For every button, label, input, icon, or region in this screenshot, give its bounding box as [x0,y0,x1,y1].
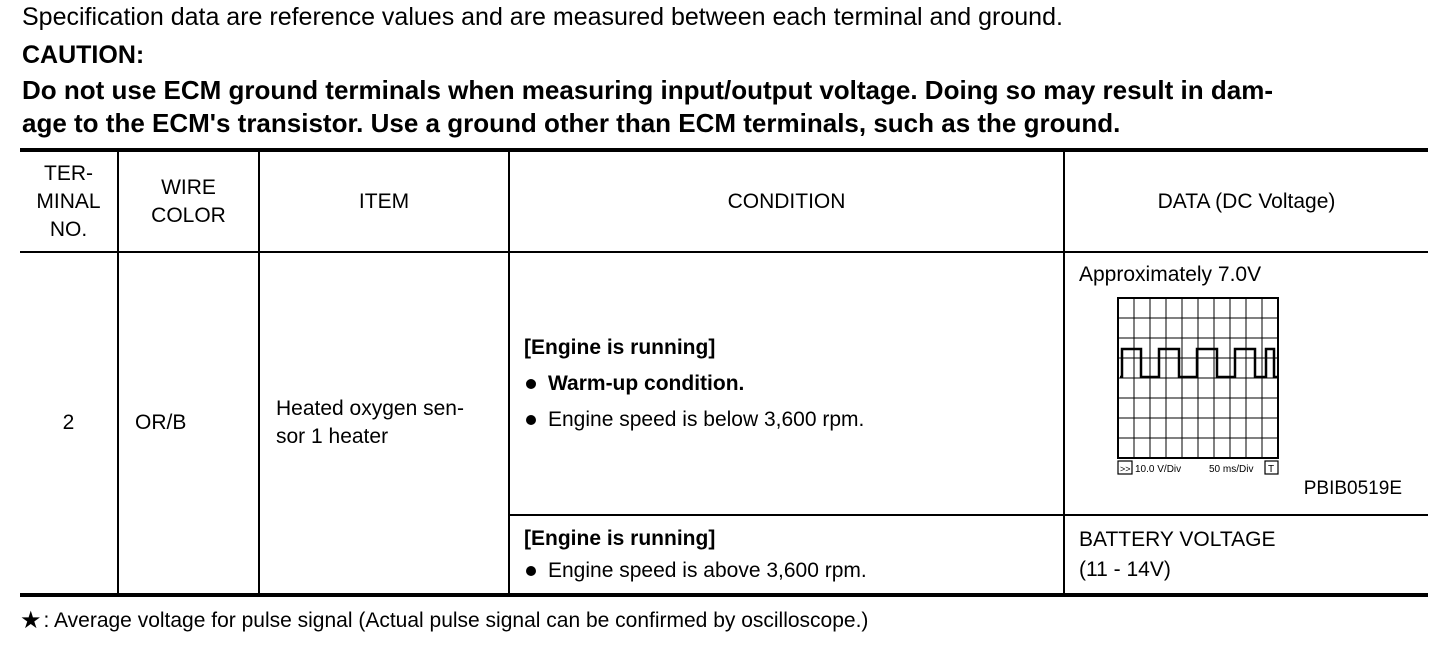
bullet-icon [526,379,536,389]
header-terminal-no: TER- MINAL NO. [20,150,118,252]
caution-line: Do not use ECM ground terminals when measuring input/output voltage. Doing so may result in dam- [22,75,1273,105]
table-row [20,252,1428,515]
data-cell [1064,515,1428,595]
figure-id: PBIB0519E [1303,478,1402,499]
scope-time-per-div: 50 ms/Div [1209,464,1254,475]
scope-volts-per-div: 10.0 V/Div [1135,464,1182,475]
oscilloscope-waveform-figure [1115,297,1281,477]
caution-body [22,74,1432,140]
caution-line: age to the ECM's transistor. Use a ground other than ECM terminals, such as the ground. [22,108,1121,138]
condition-cell [509,515,1064,595]
condition-heading: [Engine is running] [524,335,716,359]
caution-title: CAUTION: [22,41,145,69]
condition-cell [509,252,1064,515]
table-header-row [20,150,1428,252]
terminal-number: 2 [20,252,118,595]
header-wire-color: WIRE COLOR [118,150,259,252]
header-data: DATA (DC Voltage) [1064,150,1428,252]
header-condition: CONDITION [509,150,1064,252]
scope-left-label: >> [1120,464,1131,474]
condition-heading: [Engine is running] [524,526,716,550]
data-value: BATTERY VOLTAGE [1079,527,1276,551]
footnote-text: : Average voltage for pulse signal (Actual pulse signal can be confirmed by oscilloscope.) [43,608,869,632]
data-cell [1064,252,1428,515]
data-value: Approximately 7.0V [1079,263,1262,286]
terminal-spec-table [20,148,1428,597]
intro-text: Specification data are reference values and are measured between each terminal and ground. [22,3,1063,31]
scope-trigger-label: T [1268,464,1275,475]
wire-color: OR/B [118,252,259,595]
footnote [20,606,868,635]
condition-bullet: Engine speed is above 3,600 rpm. [524,559,1063,583]
header-item: ITEM [259,150,509,252]
condition-bullet: Warm-up condition. [524,372,1063,396]
data-value: (11 - 14V) [1079,557,1171,581]
bullet-icon [526,415,536,425]
bullet-icon [526,566,536,576]
item-name: Heated oxygen sen- sor 1 heater [259,252,509,595]
condition-bullet: Engine speed is below 3,600 rpm. [524,408,1063,432]
star-icon: ★ [20,607,42,634]
